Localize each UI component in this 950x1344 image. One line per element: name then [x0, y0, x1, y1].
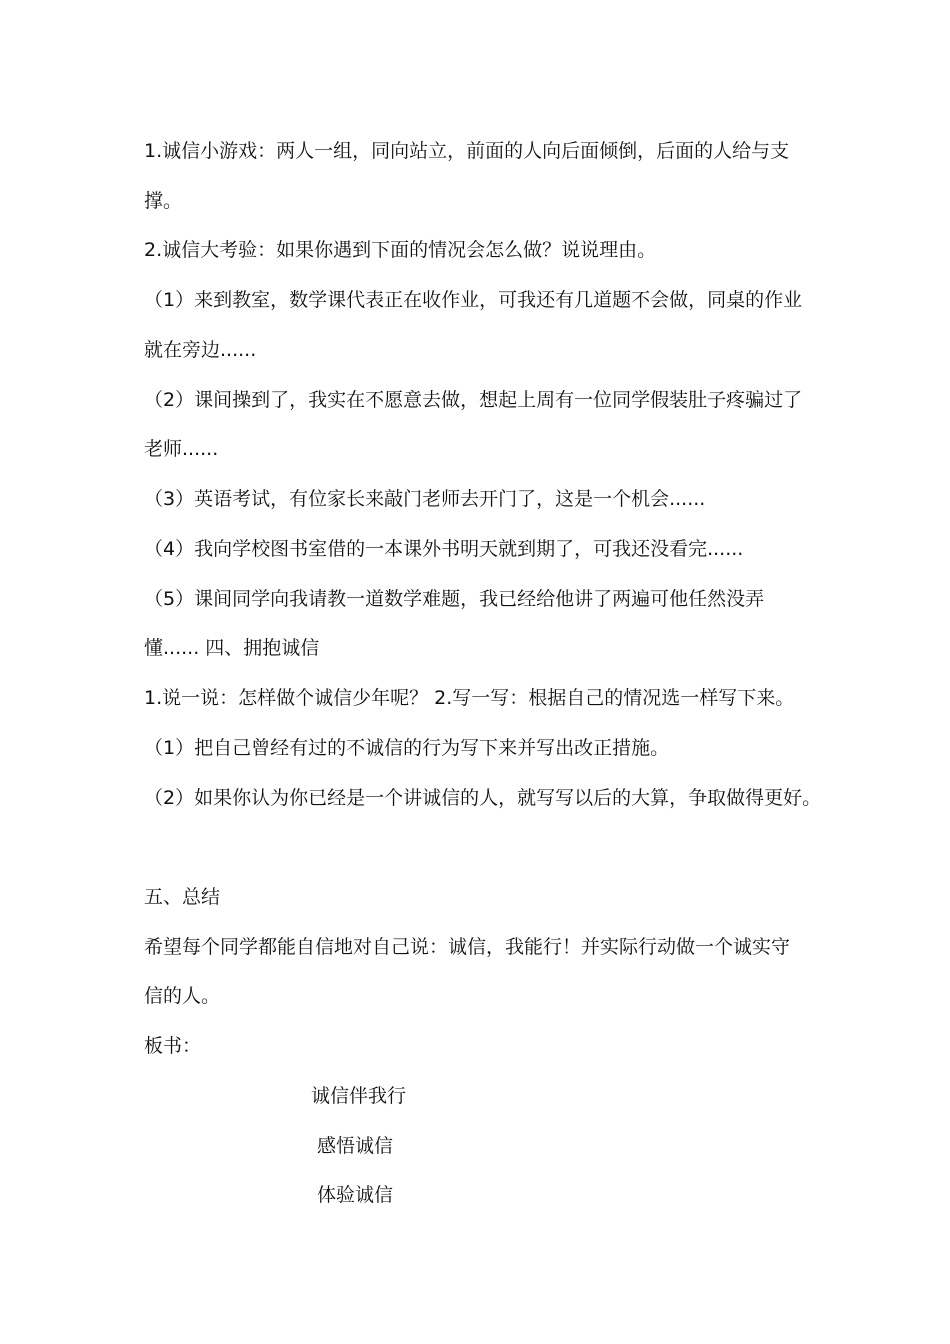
- paragraph-line: 1.说一说：怎样做个诚信少年呢？ 2.写一写：根据自己的情况选一样写下来。: [144, 687, 795, 709]
- board-label: 板书：: [144, 1035, 202, 1057]
- section-heading: 五、总结: [144, 886, 221, 908]
- paragraph-line: （4）我向学校图书室借的一本课外书明天就到期了，可我还没看完......: [144, 538, 744, 560]
- paragraph-line: 懂...... 四、拥抱诚信: [144, 637, 320, 659]
- board-title: 诚信伴我行: [311, 1085, 407, 1107]
- board-item: 体验诚信: [317, 1184, 394, 1206]
- paragraph-line: 老师......: [144, 438, 219, 460]
- paragraph-line: （2）如果你认为你已经是一个讲诚信的人，就写写以后的大算，争取做得更好。: [144, 787, 822, 809]
- paragraph-line: （5）课间同学向我请教一道数学难题，我已经给他讲了两遍可他任然没弄: [144, 588, 765, 610]
- paragraph-line: 希望每个同学都能自信地对自己说：诚信，我能行！并实际行动做一个诚实守: [144, 936, 791, 958]
- paragraph-line: 2.诚信大考验：如果你遇到下面的情况会怎么做？说说理由。: [144, 239, 657, 261]
- paragraph-line: 撑。: [144, 190, 183, 212]
- paragraph-line: 就在旁边......: [144, 339, 257, 361]
- paragraph-line: （1）把自己曾经有过的不诚信的行为写下来并写出改正措施。: [144, 737, 670, 759]
- paragraph-line: （2）课间操到了，我实在不愿意去做，想起上周有一位同学假装肚子疼骗过了: [144, 389, 803, 411]
- paragraph-line: 1.诚信小游戏：两人一组，同向站立，前面的人向后面倾倒，后面的人给与支: [144, 140, 790, 162]
- paragraph-line: （3）英语考试，有位家长来敲门老师去开门了，这是一个机会......: [144, 488, 706, 510]
- board-item: 感悟诚信: [317, 1135, 394, 1157]
- paragraph-line: 信的人。: [144, 985, 221, 1007]
- paragraph-line: （1）来到教室，数学课代表正在收作业，可我还有几道题不会做，同桌的作业: [144, 289, 803, 311]
